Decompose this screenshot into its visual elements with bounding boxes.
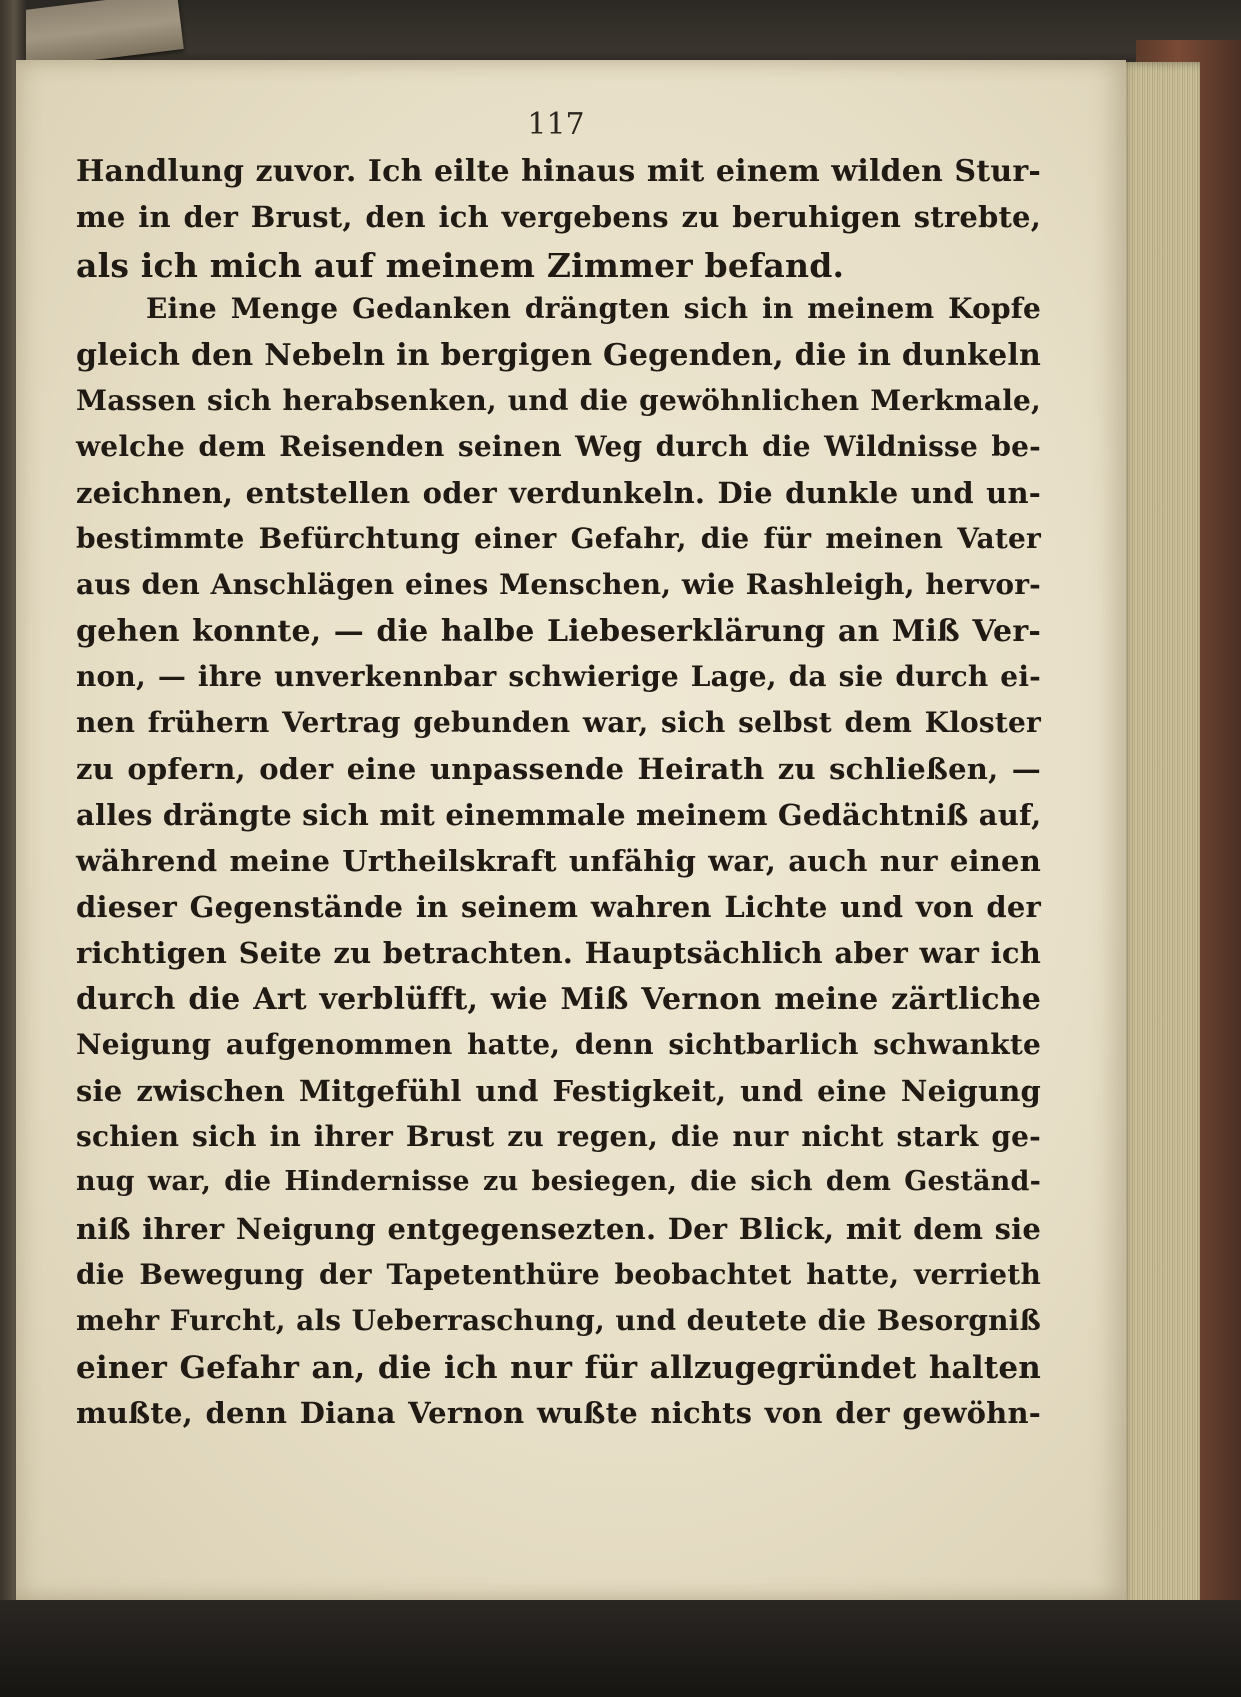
text-line: bestimmte Befürchtung einer Gefahr, die für meinen Vater xyxy=(76,522,1041,555)
text-line: als ich mich auf meinem Zimmer befand. xyxy=(76,246,845,285)
text-line: alles drängte sich mit einemmale meinem Gedächtniß auf, xyxy=(76,798,1042,832)
text-line: me in der Brust, den ich vergebens zu beruhigen strebte, xyxy=(76,200,1041,234)
text-line: richtigen Seite zu betrachten. Hauptsächlich aber war ich xyxy=(76,936,1041,970)
text-line: niß ihrer Neigung entgegensezten. Der Blick, mit dem sie xyxy=(76,1212,1041,1246)
text-line: Handlung zuvor. Ich eilte hinaus mit einem wilden Stur- xyxy=(76,154,1041,189)
text-line: durch die Art verblüfft, wie Miß Vernon meine zärtliche xyxy=(76,982,1041,1017)
text-line: während meine Urtheilskraft unfähig war, auch nur einen xyxy=(76,844,1041,878)
text-line: einer Gefahr an, die ich nur für allzugegründet halten xyxy=(76,1350,1041,1386)
text-line: zu opfern, oder eine unpassende Heirath zu schließen, — xyxy=(76,752,1041,786)
text-line: sie zwischen Mitgefühl und Festigkeit, und eine Neigung xyxy=(76,1074,1041,1108)
text-line: Neigung aufgenommen hatte, denn sichtbarlich schwankte xyxy=(76,1028,1041,1061)
text-line: nug war, die Hindernisse zu besiegen, die sich dem Geständ- xyxy=(76,1166,1041,1197)
text-line: aus den Anschlägen eines Menschen, wie Rashleigh, hervor- xyxy=(76,568,1041,601)
text-line: dieser Gegenstände in seinem wahren Lichte und von der xyxy=(76,890,1041,924)
text-line: welche dem Reisenden seinen Weg durch die Wildnisse be- xyxy=(76,430,1041,463)
text-line: gehen konnte, — die halbe Liebeserklärung an Miß Ver- xyxy=(76,614,1041,649)
text-line: mehr Furcht, als Ueberraschung, und deutete die Besorgniß xyxy=(76,1304,1041,1337)
text-line: nen frühern Vertrag gebunden war, sich selbst dem Kloster xyxy=(76,706,1041,739)
book-cover-bottom xyxy=(0,1600,1241,1697)
text-line: non, — ihre unverkennbar schwierige Lage, da sie durch ei- xyxy=(76,660,1041,693)
text-line: die Bewegung der Tapetenthüre beobachtet hatte, verrieth xyxy=(76,1258,1041,1291)
page-number: 117 xyxy=(527,107,585,142)
text-line: Eine Menge Gedanken drängten sich in meinem Kopfe xyxy=(146,292,1041,325)
page-edges xyxy=(1118,62,1200,1632)
book-page xyxy=(16,60,1126,1600)
text-line: schien sich in ihrer Brust zu regen, die nur nicht stark ge- xyxy=(76,1120,1041,1153)
text-line: zeichnen, entstellen oder verdunkeln. Die dunkle und un- xyxy=(76,476,1041,510)
text-line: mußte, denn Diana Vernon wußte nichts von der gewöhn- xyxy=(76,1396,1041,1430)
text-line: Massen sich herabsenken, und die gewöhnlichen Merkmale, xyxy=(76,384,1041,417)
text-line: gleich den Nebeln in bergigen Gegenden, die in dunkeln xyxy=(76,338,1041,373)
